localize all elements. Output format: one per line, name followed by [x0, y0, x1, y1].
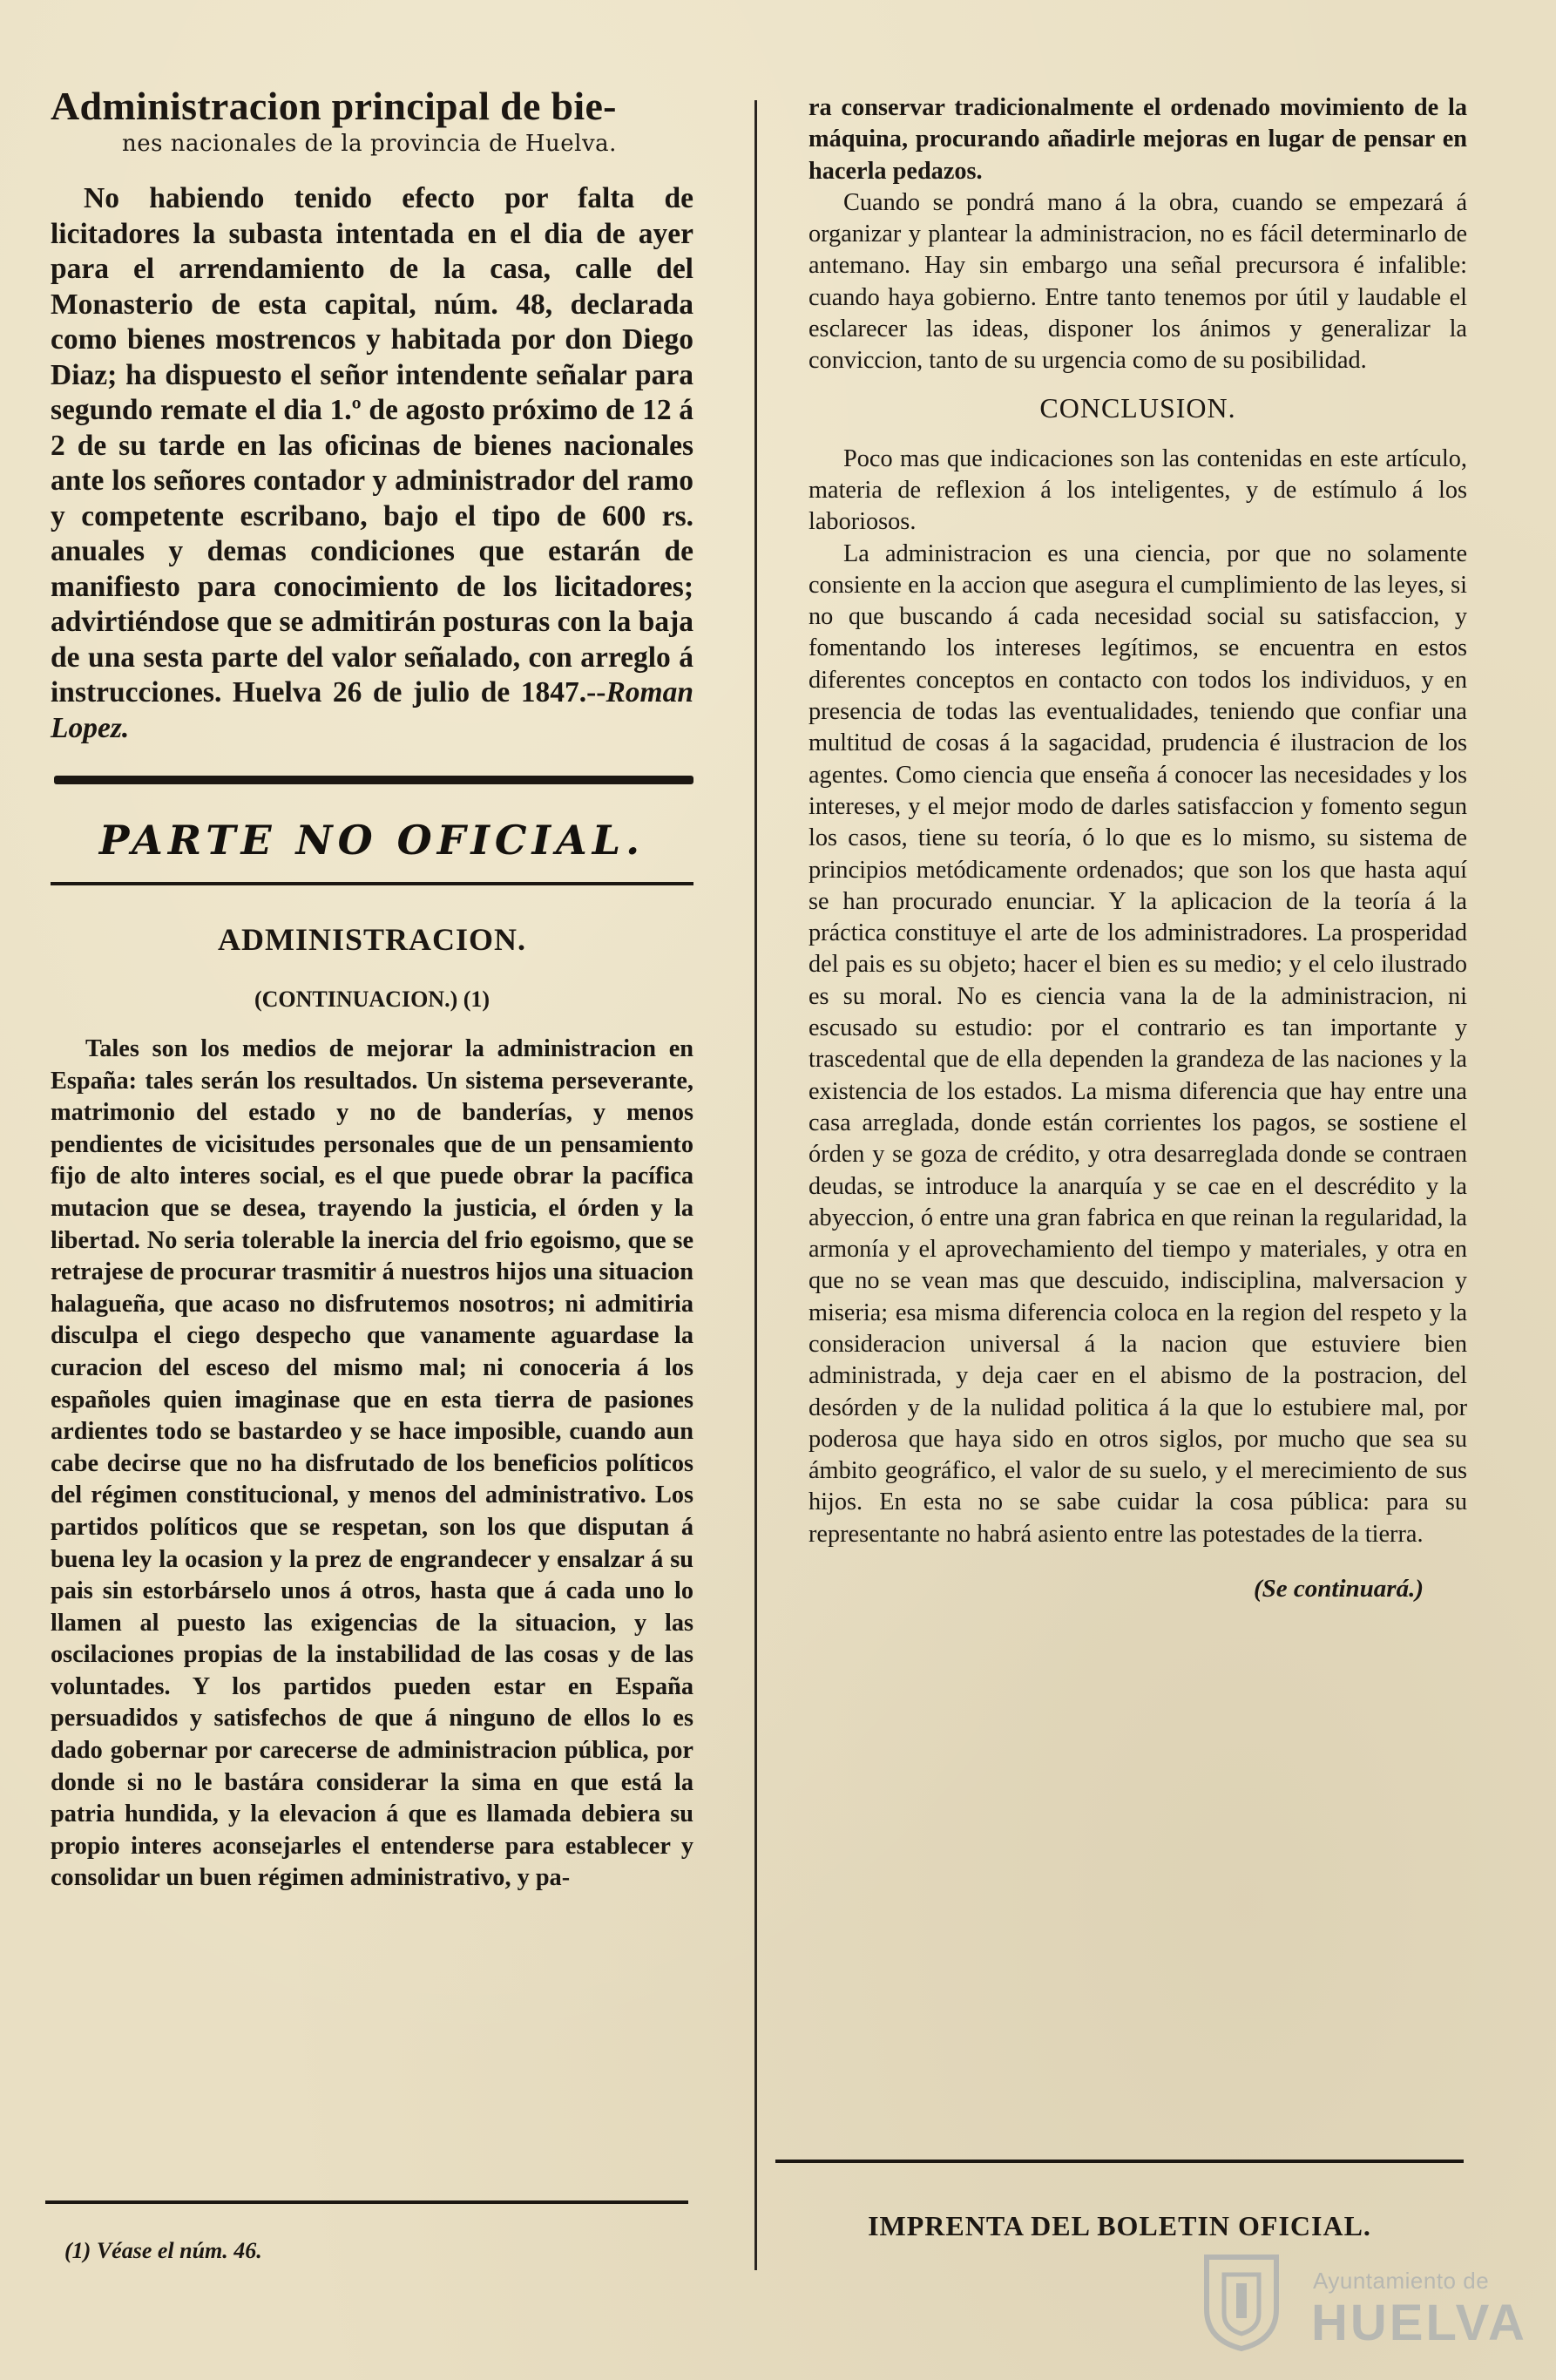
- footnote-rule: [45, 2200, 688, 2204]
- banner-rule: [51, 882, 693, 885]
- article-title: ADMINISTRACION.: [217, 922, 527, 957]
- watermark-line2: HUELVA: [1311, 2295, 1527, 2351]
- notice-signature: Roman Lopez.: [51, 676, 693, 744]
- section-banner: PARTE NO OFICIAL.: [98, 817, 646, 864]
- column-divider: [754, 100, 757, 2270]
- printer-credit: IMPRENTA DEL BOLETIN OFICIAL.: [868, 2210, 1371, 2241]
- footer-rule: [775, 2160, 1464, 2163]
- conclusion-title: CONCLUSION.: [1039, 391, 1236, 424]
- article-paragraph-left: Tales son los medios de mejorar la administracion en España: tales serán los resultados. Un sistema perseverante, matrimonio del estado y no de banderías, y menos pendientes de vicisitudes personales que de un pensamiento fijo de alto interes social, es el que puede obrar la pacífica mutacion que se desea, trayendo la justicia, el órden y la libertad. No seria tolerable la inercia del frio egoismo, que se retrajese de procurar trasmitir á nuestros hijos una situacion halagueña, que acaso no disfrutemos nosotros; ni admitiria disculpa el ciego despecho que vanamente aguardase la curacion del esceso del mismo mal; ni conoceria á los españoles quien imaginase que en esta tierra de pasiones ardientes todo se bastardeo y se hace imposible, cuando aun cabe decirse que no ha disfrutado de los beneficios políticos del régimen constitucional, y menos del administrativo. Los partidos políticos que se respetan, son los que disputan á buena ley la ocasion y la prez de engrandecer y ensalzar á su pais sin estorbárselo unos á otros, hasta que á cada uno lo llamen al puesto las exigencias de la situacion, y las oscilaciones propias de la instabilidad de las cosas y de las voluntades. Y los partidos pueden estar en España persuadidos y satisfechos de que á ninguno de ellos lo es dado gobernar por carecerse de administracion pública, por donde si no le bastára considerar la sima en que está la patria hundida, y la elevacion á que es llamada debiera su propio interes aconsejarles el entenderse para establecer y consolidar un buen régimen administrativo, y pa-: [51, 1035, 693, 1892]
- huelva-shield-icon: [1198, 2248, 1285, 2353]
- left-column: [51, 84, 693, 1895]
- watermark-line1: Ayuntamiento de: [1313, 2268, 1490, 2294]
- right-column: [808, 92, 1467, 1604]
- notice-subtitle: nes nacionales de la provincia de Huelva.: [122, 131, 617, 157]
- article-paragraph-2: Cuando se pondrá mano á la obra, cuando se empezará á organizar y plantear la administracion, no es fácil determinarlo de antemano. Hay sin embargo una señal precursora é infalible: cuando haya gobierno. Entre tanto tenemos por útil y laudable el esclarecer las ideas, disponer los ánimos y generalizar la conviccion, tanto de su urgencia como de su posibilidad.: [808, 188, 1467, 375]
- notice-title: Administracion principal de bie-: [51, 84, 617, 128]
- article-continuation: (CONTINUACION.) (1): [254, 987, 490, 1012]
- notice-body: [51, 181, 693, 746]
- section-rule: [54, 776, 693, 784]
- footnote: (1) Véase el núm. 46.: [64, 2238, 262, 2263]
- notice-text: No habiendo tenido efecto por falta de licitadores la subasta intentada en el dia de ayer para el arrendamiento de la casa, calle del Monasterio de esta capital, núm. 48, declarada como bienes mostrencos y habitada por don Diego Diaz; ha dispuesto el señor intendente señalar para segundo remate el dia 1.º de agosto próximo de 12 á 2 de su tarde en las oficinas de bienes nacionales ante los señores contador y administrador del ramo y competente escribano, bajo el tipo de 600 rs. anuales y demas condiciones que estarán de manifiesto para conocimiento de los licitadores; advirtiéndose que se admitirán posturas con la baja de una sesta parte del valor señalado, con arreglo á instrucciones. Huelva 26 de julio de 1847.--: [51, 182, 693, 709]
- article-paragraph-4: La administracion es una ciencia, por que no solamente consiente en la accion que asegura el cumplimiento de las leyes, si no que buscando á cada necesidad social su satisfaccion, y fomentando los intereses legítimos, se encuentra en estos diferentes conceptos en contacto con todos los individuos, y en presencia de todas las eventualidades, teniendo que confiar una multitud de cosas á la sagacidad, prudencia é ilustracion de los agentes. Como ciencia que enseña á conocer las necesidades y los intereses, y el mejor modo de darles satisfaccion y fomento segun los casos, tiene su teoría, ó lo que es lo mismo, su sistema de principios metódicamente ordenados; que son los que hasta aquí se han procurado enunciar. Y la aplicacion de la teoría á la práctica constituye el arte de los administradores. La prosperidad del pais es su objeto; hacer el bien es su medio; y el celo ilustrado es su moral. No es ciencia vana la de la administracion, ni escusado su estudio: por el contrario es tan importante y trascedental que de ella dependen la grandeza de las naciones y la existencia de los estados. La misma diferencia que hay entre una casa arreglada, donde están corrientes los pagos, se sostiene el órden y se goza de crédito, y otra desarreglada donde se contraen deudas, se introduce la anarquía y se cae en el descrédito y la abyeccion, ó entre una gran fabrica en que reinan la regularidad, la armonía y el aprovechamiento del tiempo y materiales, y otra en que no se vean mas que descuido, indisciplina, malversacion y miseria; esa misma diferencia coloca en la region del respeto y la consideracion universal á la nacion que estuviere bien administrada, y deja caer en el abismo de la postracion, del desórden y de la nulidad politica á la que lo estubiere mal, por poderosa que haya sido en otros siglos, por mucho que sea su ámbito geográfico, el valor de su suelo, y el merecimiento de sus hijos. En esta no se sabe cuidar la cosa pública: para su representante no habrá asiento entre las potestades de la tierra.: [808, 539, 1467, 1548]
- to-be-continued: (Se continuará.): [1254, 1575, 1424, 1604]
- article-paragraph-3: Poco mas que indicaciones son las contenidas en este artículo, materia de reflexion á los inteligentes, y de estímulo á los laboriosos.: [808, 444, 1467, 536]
- archive-watermark: [1198, 2248, 1527, 2362]
- article-paragraph-continued: ra conservar tradicionalmente el ordenado movimiento de la máquina, procurando añadirle mejoras en lugar de pensar en hacerla pedazos.: [808, 94, 1467, 185]
